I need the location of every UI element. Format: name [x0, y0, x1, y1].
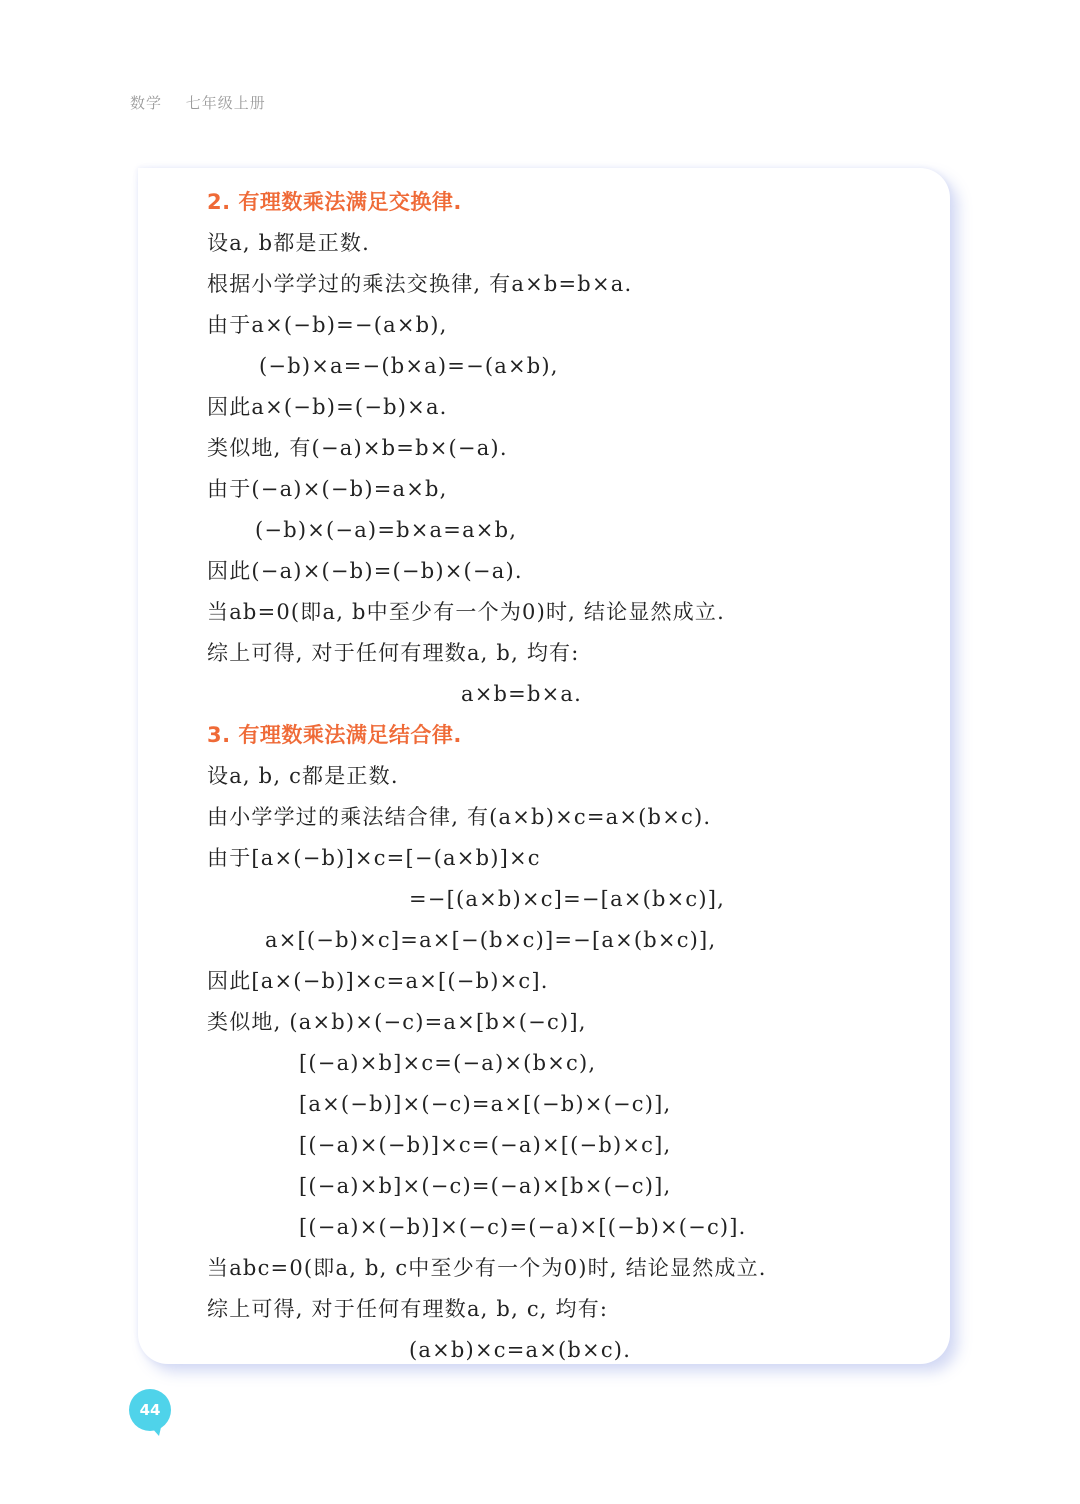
text-line: 设a, b, c都是正数. — [207, 764, 399, 788]
section-heading: 3. 有理数乘法满足结合律. — [207, 723, 462, 747]
page-number-badge — [129, 1389, 171, 1431]
text-line: 由于[a×(−b)]×c=[−(a×b)]×c — [207, 846, 541, 870]
text-line: a×b=b×a. — [461, 682, 582, 706]
text-line: 当ab=0(即a, b中至少有一个为0)时, 结论显然成立. — [207, 600, 726, 624]
text-line: =−[(a×b)×c]=−[a×(b×c)], — [409, 887, 726, 911]
text-line: 根据小学学过的乘法交换律, 有a×b=b×a. — [207, 272, 633, 296]
section-heading: 2. 有理数乘法满足交换律. — [207, 190, 462, 214]
text-line: 类似地, 有(−a)×b=b×(−a). — [207, 436, 508, 460]
text-line: 综上可得, 对于任何有理数a, b, c, 均有: — [207, 1297, 609, 1321]
text-line: (−b)×a=−(b×a)=−(a×b), — [259, 354, 559, 378]
text-line: 当abc=0(即a, b, c中至少有一个为0)时, 结论显然成立. — [207, 1256, 767, 1280]
text-line: 由小学学过的乘法结合律, 有(a×b)×c=a×(b×c). — [207, 805, 712, 829]
text-line: 类似地, (a×b)×(−c)=a×[b×(−c)], — [207, 1010, 587, 1034]
text-line: 由于(−a)×(−b)=a×b, — [207, 477, 448, 501]
text-line: 因此[a×(−b)]×c=a×[(−b)×c]. — [207, 969, 549, 993]
text-line: (−b)×(−a)=b×a=a×b, — [255, 518, 518, 542]
text-line: 因此(−a)×(−b)=(−b)×(−a). — [207, 559, 523, 583]
text-line: [(−a)×(−b)]×(−c)=(−a)×[(−b)×(−c)]. — [299, 1215, 747, 1239]
text-line: [(−a)×(−b)]×c=(−a)×[(−b)×c], — [299, 1133, 672, 1157]
page-number: 44 — [139, 1401, 161, 1419]
text-body — [207, 182, 927, 1371]
text-line: 设a, b都是正数. — [207, 231, 370, 255]
text-line: [a×(−b)]×(−c)=a×[(−b)×(−c)], — [299, 1092, 672, 1116]
header-grade: 七年级上册 — [185, 94, 266, 112]
header-subject: 数学 — [130, 94, 163, 112]
text-line: [(−a)×b]×c=(−a)×(b×c), — [299, 1051, 597, 1075]
text-line: [(−a)×b]×(−c)=(−a)×[b×(−c)], — [299, 1174, 672, 1198]
text-line: 由于a×(−b)=−(a×b), — [207, 313, 448, 337]
running-header — [130, 92, 266, 113]
text-line: a×[(−b)×c]=a×[−(b×c)]=−[a×(b×c)], — [265, 928, 717, 952]
text-line: 因此a×(−b)=(−b)×a. — [207, 395, 448, 419]
text-line: (a×b)×c=a×(b×c). — [409, 1338, 632, 1362]
text-line: 综上可得, 对于任何有理数a, b, 均有: — [207, 641, 580, 665]
